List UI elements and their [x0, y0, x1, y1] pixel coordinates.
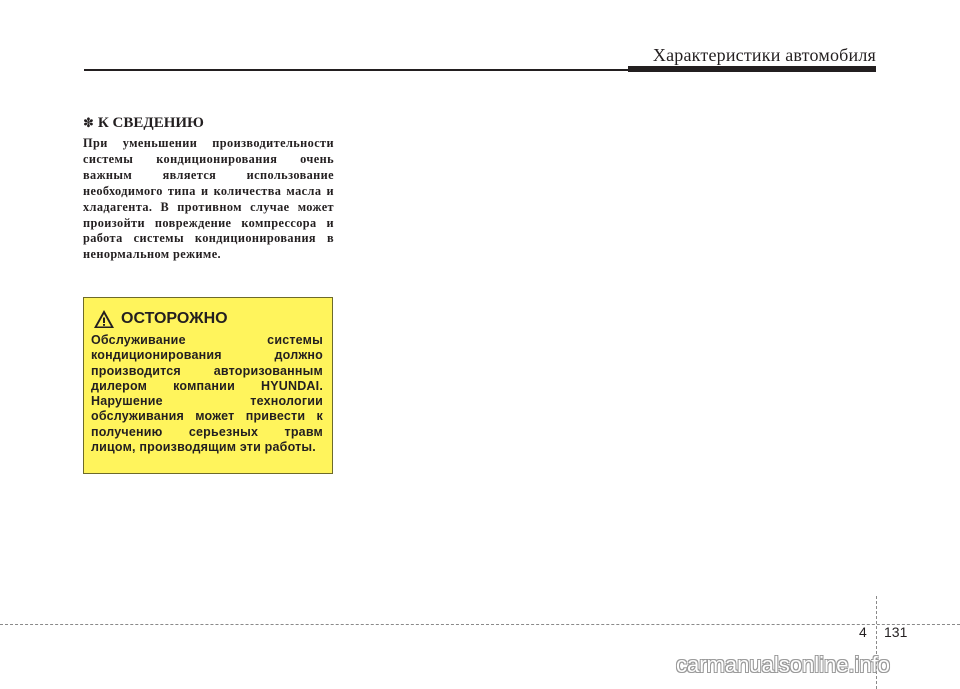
footer-dashed-rule — [0, 624, 960, 625]
caution-heading-text: ОСТОРОЖНО — [121, 310, 228, 327]
site-watermark: carmanualsonline.info — [676, 652, 891, 677]
caution-heading — [93, 309, 323, 329]
info-star-icon: ✽ — [83, 116, 94, 131]
info-body-text: При уменьшении производительности системы кондиционирования очень важным является использование необходимого типа и количества масла и хладагента. В противном случае может произойти повреждение компрессора и работа системы кондиционирования в ненормальном режиме. — [83, 136, 334, 262]
info-heading — [83, 114, 334, 133]
header-rule-accent — [628, 66, 876, 72]
page-number: 131 — [884, 624, 908, 640]
info-note — [83, 114, 334, 263]
page-header-title: Характеристики автомобиля — [652, 45, 876, 65]
caution-box — [83, 297, 333, 474]
caution-body-text: Обслуживание системы кондиционирования должно производится авторизованным дилером компании HYUNDAI. Нарушение технологии обслуживания может привести к получению серьезных травм лицом, производящим эти работы. — [91, 333, 323, 455]
section-number: 4 — [859, 624, 867, 640]
info-heading-text: К СВЕДЕНИЮ — [97, 115, 204, 131]
warning-triangle-icon — [93, 309, 115, 329]
